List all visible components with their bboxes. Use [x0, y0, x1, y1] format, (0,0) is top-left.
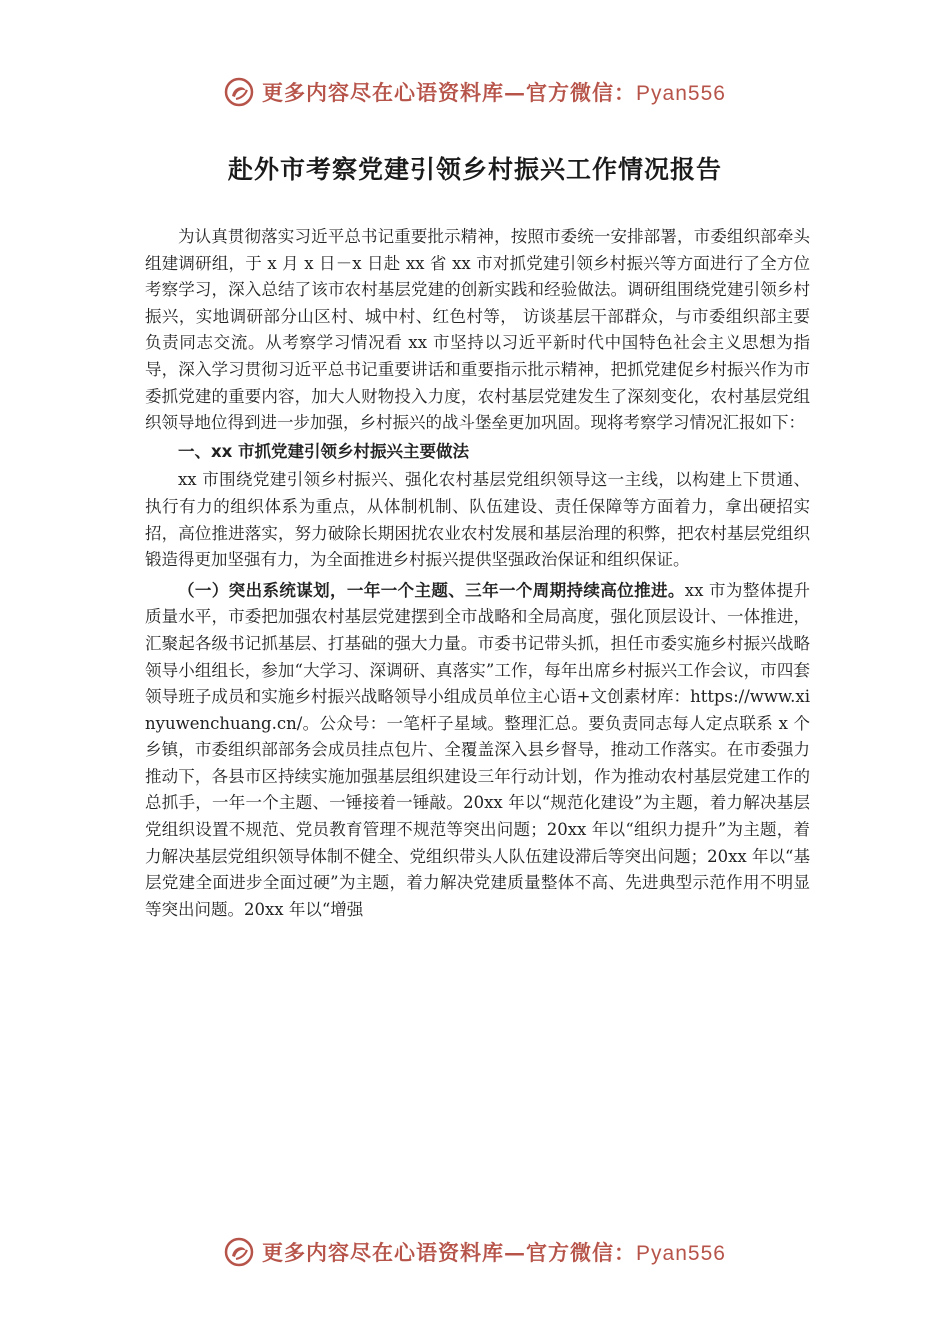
footer-watermark [0, 1230, 950, 1274]
subsection-1-body: xx 市为整体提升质量水平，市委把加强农村基层党建摆到全市战略和全局高度，强化顶层设计、一体推进，汇聚起各级书记抓基层、打基础的强大力量。市委书记带头抓，担任市委实施乡村振兴战略领导小组组长，参加“大学习、深调研、真落实”工作，每年出席乡村振兴工作会议，市四套领导班子成员和实施乡村振兴战略领导小组成员单位主心语+文创素材库：https://www.xinyuwenchuang.cn/。公众号：一笔杆子星域。整理汇总。要负责同志每人定点联系 x 个乡镇，市委组织部部务会成员挂点包片、全覆盖深入县乡督导，推动工作落实。在市委强力推动下，各县市区持续实施加强基层组织建设三年行动计划，作为推动农村基层党建工作的总抓手，一年一个主题、一锤接着一锤敲。20xx 年以“规范化建设”为主题，着力解决基层党组织设置不规范、党员教育管理不规范等突出问题；20xx 年以“组织力提升”为主题，着力解决基层党组织领导体制不健全、党组织带头人队伍建设滞后等突出问题；20xx 年以“基层党建全面进步全面过硬”为主题，着力解决党建质量整体不高、先进典型示范作用不明显等突出问题。20xx 年以“增强 [145, 580, 811, 919]
document-title: 赴外市考察党建引领乡村振兴工作情况报告 [227, 155, 722, 184]
section-1-heading: 一、xx 市抓党建引领乡村振兴主要做法 [178, 441, 470, 461]
red-swirl-logo-icon [224, 77, 254, 107]
document-body [145, 224, 810, 923]
subsection-1-paragraph [145, 578, 810, 924]
watermark-text [262, 1237, 726, 1267]
watermark-text-en: Pyan556 [636, 1242, 726, 1265]
watermark-text-en: Pyan556 [636, 82, 726, 105]
watermark-text [262, 77, 726, 107]
watermark-text-cn: 更多内容尽在心语资料库—官方微信： [262, 1240, 637, 1265]
subsection-1-heading: （一）突出系统谋划，一年一个主题、三年一个周期持续高位推进。 [178, 580, 685, 600]
intro-paragraph: 为认真贯彻落实习近平总书记重要批示精神，按照市委统一安排部署，市委组织部牵头组建调研组，于 x 月 x 日－x 日赴 xx 省 xx 市对抓党建引领乡村振兴等方面进行了全方位考察学习，深入总结了该市农村基层党建的创新实践和经验做法。调研组围绕党建引领乡村振兴，实地调研部分山区村、城中村、红色村等， 访谈基层干部群众，与市委组织部主要负责同志交流。从考察学习情况看 xx 市坚持以习近平新时代中国特色社会主义思想为指导，深入学习贯彻习近平总书记重要讲话和重要指示批示精神，把抓党建促乡村振兴作为市委抓党建的重要内容，加大人财物投入力度，农村基层党建发生了深刻变化，农村基层党组织领导地位得到进一步加强，乡村振兴的战斗堡垒更加巩固。现将考察学习情况汇报如下： [145, 227, 810, 433]
red-swirl-logo-icon [224, 1237, 254, 1267]
section-1-paragraph: xx 市围绕党建引领乡村振兴、强化农村基层党组织领导这一主线，以构建上下贯通、执行有力的组织体系为重点，从体制机制、队伍建设、责任保障等方面着力，拿出硬招实招，高位推进落实，努力破除长期困扰农业农村发展和基层治理的积弊，把农村基层党组织锻造得更加坚强有力，为全面推进乡村振兴提供坚强政治保证和组织保证。 [145, 470, 810, 570]
watermark-text-cn: 更多内容尽在心语资料库—官方微信： [262, 80, 637, 105]
header-watermark [0, 70, 950, 114]
